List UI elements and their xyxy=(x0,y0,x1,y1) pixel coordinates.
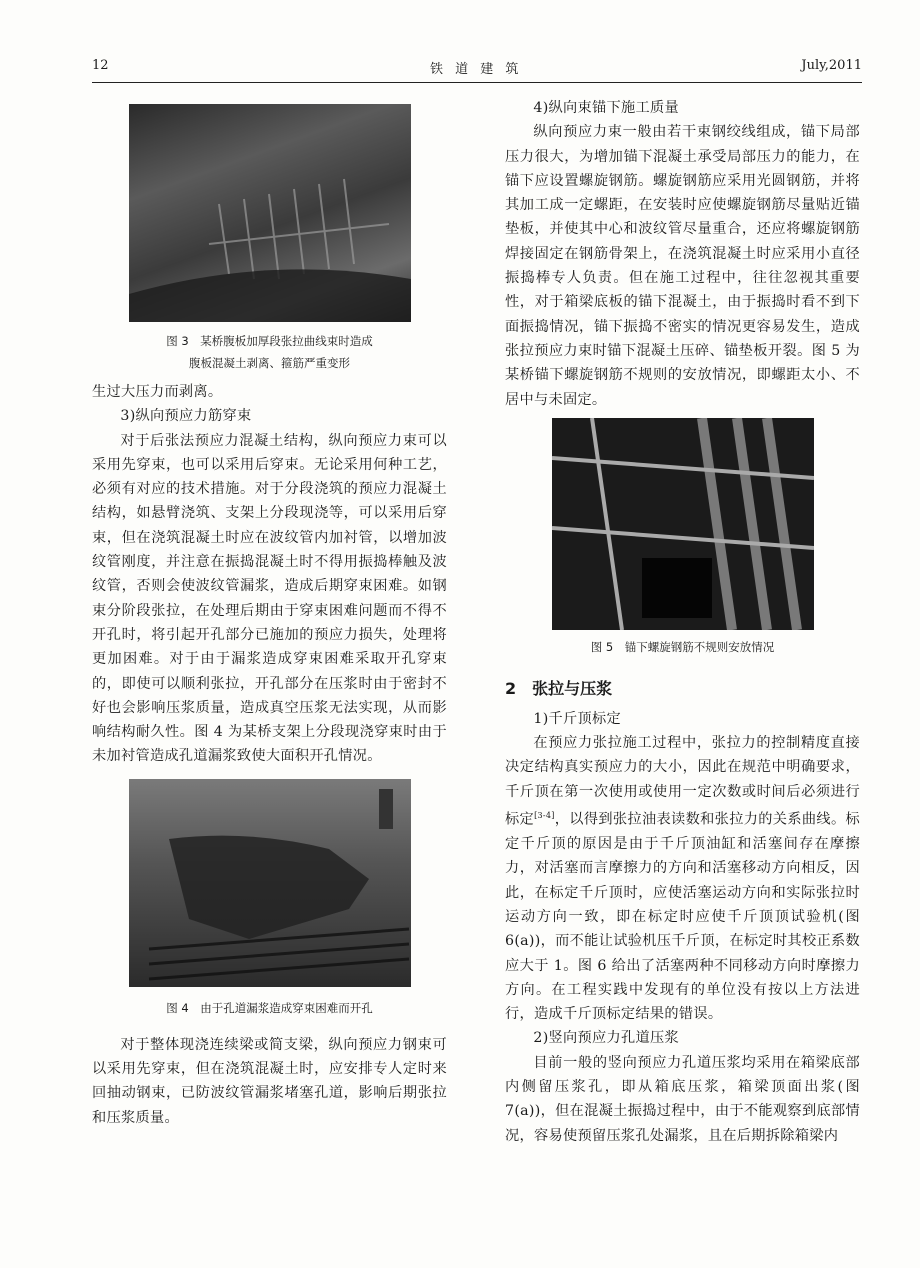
left-column xyxy=(92,96,447,1130)
figure-3-photo xyxy=(129,104,411,322)
citation-ref: [3-4] xyxy=(534,811,555,821)
paragraph-continuation: 生过大压力而剥离。 xyxy=(92,384,223,400)
paragraph-threading: 对于后张法预应力混凝土结构，纵向预应力束可以采用先穿束，也可以采用后穿束。无论采用何种工艺，必须有对应的技术措施。对于分段浇筑的预应力混凝土结构，如悬臂浇筑、支架上分段现浇等，可以采用后穿束，但在浇筑混凝土时应在波纹管内加衬管，以增加波纹管刚度，并注意在振捣混凝土时不得用振捣棒触及波纹管，否则会使波纹管漏浆，造成后期穿束困难。如钢束分阶段张拉，在处理后期由于穿束困难问题而不得不开孔时，将引起开孔部分已施加的预应力损失，处理将更加困难。对于由于漏浆造成穿束困难采取开孔穿束的，即使可以顺利张拉，开孔部分在压浆时由于密封不好也会影响压浆质量，造成真空压浆无法实现，从而影响结构耐久性。图 4 为某桥支架上分段现浇穿束时由于未加衬管造成孔道漏浆致使大面积开孔情况。 xyxy=(92,432,447,765)
figure-4-caption: 图 4 由于孔道漏浆造成穿束困难而开孔 xyxy=(166,1000,373,1015)
figure-5-photo xyxy=(552,418,814,630)
paragraph-jack-text-1: 在预应力张拉施工过程中，张拉力的控制精度直接决定结构真实预应力的大小，因此在规范中明确要求，千斤顶在第一次使用或使用一定次数或时间后必须进行标定 xyxy=(505,735,860,828)
figure-5-caption: 图 5 锚下螺旋钢筋不规则安放情况 xyxy=(590,639,775,654)
page-header xyxy=(92,58,862,82)
journal-title: 铁 道 建 筑 xyxy=(430,62,523,77)
heading-2: 2)竖向预应力孔道压浆 xyxy=(533,1030,679,1047)
figure-4-photo xyxy=(129,779,411,987)
section-2-heading: 2 张拉与压浆 xyxy=(505,678,613,698)
heading-3: 3)纵向预应力筋穿束 xyxy=(120,408,252,425)
paragraph-anchorage: 纵向预应力束一般由若干束钢绞线组成，锚下局部压力很大，为增加锚下混凝土承受局部压力的能力，在锚下应设置螺旋钢筋。螺旋钢筋应采用光圆钢筋，并将其加工成一定螺距，在安装时应使螺旋钢筋尽量贴近锚垫板，并使其中心和波纹管尽量重合，还应将螺旋钢筋焊接固定在钢筋骨架上，在浇筑混凝土时应采用小直径振捣棒专人负责。但在施工过程中，往往忽视其重要性，对于箱梁底板的锚下混凝土，由于振捣时看不到下面振捣情况，锚下振捣不密实的情况更容易发生，造成张拉预应力束时锚下混凝土压碎、锚垫板开裂。图 5 为某桥锚下螺旋钢筋不规则的安放情况，即螺距太小、不居中与未固定。 xyxy=(505,124,860,408)
heading-1: 1)千斤顶标定 xyxy=(533,710,621,727)
figure-3-caption-line-2: 腹板混凝土剥离、箍筋严重变形 xyxy=(189,356,350,370)
figure-3-caption xyxy=(92,330,447,374)
paragraph-jack-text-2: ，以得到张拉油表读数和张拉力的关系曲线。标定千斤顶的原因是由于千斤顶油缸和活塞间存在摩擦力，对活塞而言摩擦力的方向和活塞移动方向相反，因此，在标定千斤顶时，应使活塞运动方向和实际张拉时运动方向一致，即在标定时应使千斤顶顶试验机(图 6(a))，而不能让试验机压千斤顶，在标定时其校正系数应大于 1。图 6 给出了活塞两种不同移动方向时摩擦力方向。在工程实践中发现有的单位没有按以上方法进行，造成千斤顶标定结果的错误。 xyxy=(505,811,860,1023)
paragraph-jack-calibration xyxy=(505,731,860,1026)
right-column xyxy=(505,96,860,1148)
paragraph-grouting: 目前一般的竖向预应力孔道压浆均采用在箱梁底部内侧留压浆孔，即从箱底压浆，箱梁顶面出浆(图 7(a))，但在混凝土振捣过程中，由于不能观察到底部情况，容易使预留压浆孔处漏浆，且在后期拆除箱梁内 xyxy=(505,1054,860,1144)
header-rule xyxy=(92,82,862,83)
page-number: 12 xyxy=(92,58,109,73)
figure-3-caption-line-1: 图 3 某桥腹板加厚段张拉曲线束时造成 xyxy=(166,334,373,348)
heading-4: 4)纵向束锚下施工质量 xyxy=(533,100,679,116)
issue-date: July,2011 xyxy=(801,58,862,73)
paragraph-continuous-beam: 对于整体现浇连续梁或简支梁，纵向预应力钢束可以采用先穿束，但在浇筑混凝土时，应安排专人定时来回抽动钢束，已防波纹管漏浆堵塞孔道，影响后期张拉和压浆质量。 xyxy=(92,1036,447,1126)
